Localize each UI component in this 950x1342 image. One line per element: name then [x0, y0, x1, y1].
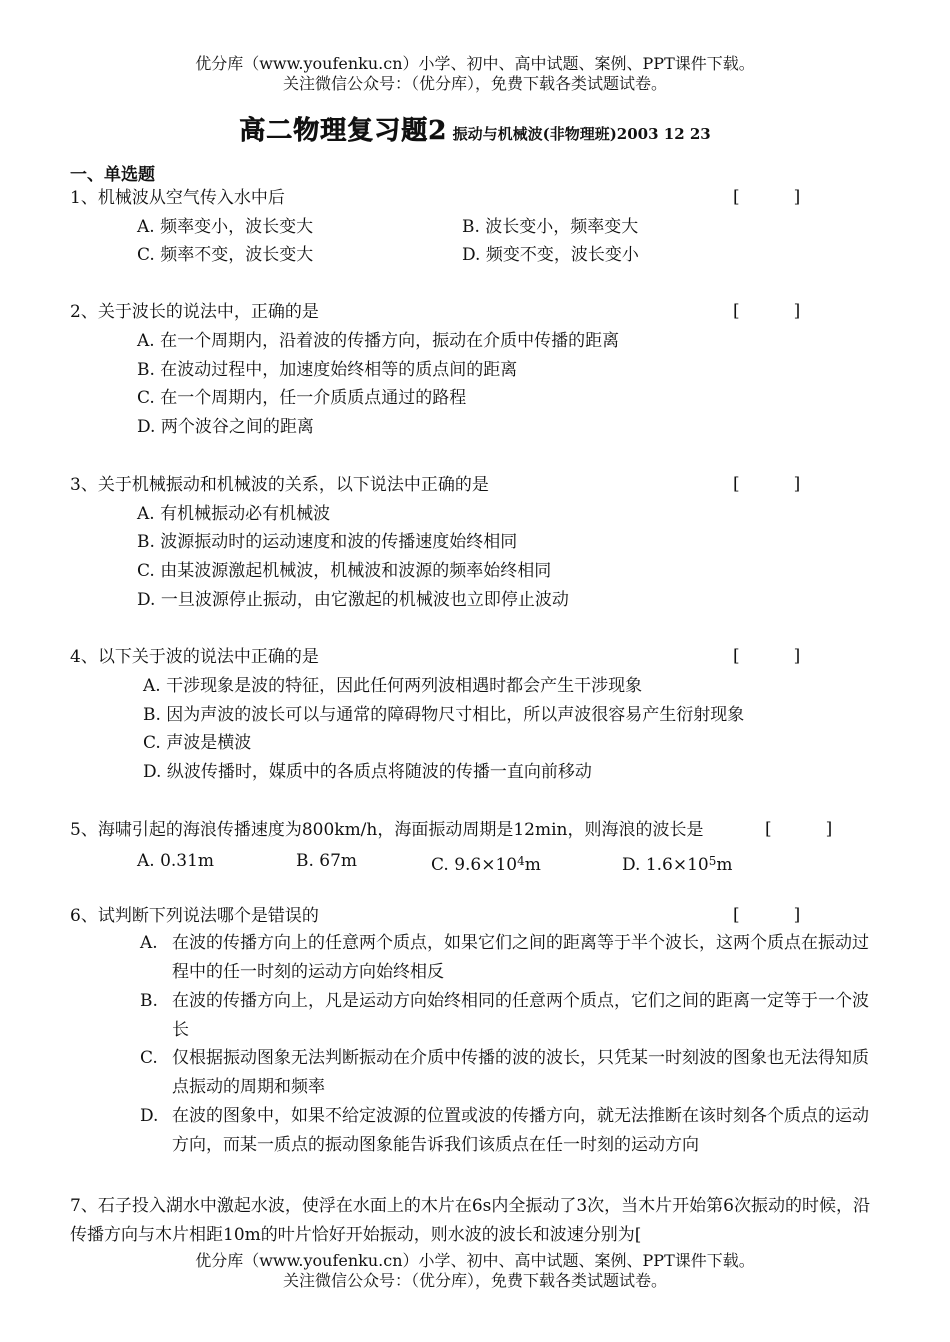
option-text: 在波的传播方向上，凡是运动方向始终相同的任意两个质点，它们之间的距离一定等于一个波长 [172, 991, 869, 1040]
question-4-option-c: C. 声波是横波 [143, 733, 252, 753]
question-2-option-d: D. 两个波谷之间的距离 [137, 417, 314, 437]
option-d-exponent: 5 [708, 854, 717, 868]
question-1-option-b: B. 波长变小，频率变大 [462, 217, 639, 237]
question-6-option-c [140, 1044, 885, 1102]
option-text: 在波的传播方向上的任意两个质点，如果它们之间的距离等于半个波长，这两个质点在振动过程中的任一时刻的运动方向始终相反 [172, 933, 869, 982]
question-2-option-b: B. 在波动过程中，加速度始终相等的质点间的距离 [137, 360, 518, 380]
question-3-option-d: D. 一旦波源停止振动，由它激起的机械波也立即停止波动 [137, 590, 569, 610]
question-7-stem: 7、石子投入湖水中激起水波，使浮在水面上的木片在6s内全振动了3次，当木片开始第6次振动的时候，沿传播方向与木片相距10m的叶片恰好开始振动，则水波的波长和波速分别为[ [70, 1196, 870, 1245]
question-2-stem: 2、关于波长的说法中，正确的是 [70, 302, 319, 322]
question-6-option-d [140, 1102, 885, 1160]
question-2-option-a: A. 在一个周期内，沿着波的传播方向，振动在介质中传播的距离 [137, 331, 620, 351]
option-label: D. [140, 1106, 159, 1126]
answer-bracket: [ ] [733, 905, 801, 925]
question-4-option-b: B. 因为声波的波长可以与通常的障碍物尺寸相比，所以声波很容易产生衍射现象 [143, 705, 745, 725]
footer-ad-line-2: 关注微信公众号：（优分库），免费下载各类试题试卷。 [282, 1271, 667, 1290]
footer-ad-line-1: 优分库（www.youfenku.cn）小学、初中、高中试题、案例、PPT课件下载。 [195, 1251, 755, 1270]
header-ad-line-1: 优分库（www.youfenku.cn）小学、初中、高中试题、案例、PPT课件下载。 [195, 54, 755, 73]
answer-bracket: [ ] [733, 187, 801, 207]
answer-bracket: [ ] [733, 474, 801, 494]
question-5-option-c [431, 851, 541, 875]
question-3-option-a: A. 有机械振动必有机械波 [137, 504, 331, 524]
question-3-stem: 3、关于机械振动和机械波的关系，以下说法中正确的是 [70, 475, 489, 495]
option-c-value: C. 9.6×10 [431, 855, 518, 875]
question-4-option-d: D. 纵波传播时，媒质中的各质点将随波的传播一直向前移动 [143, 762, 592, 782]
option-c-exponent: 4 [517, 854, 525, 868]
option-label: C. [140, 1048, 158, 1068]
question-5-option-a: A. 0.31m [137, 851, 215, 871]
title-number: 2 [428, 116, 448, 146]
question-2-option-c: C. 在一个周期内，任一介质质点通过的路程 [137, 388, 467, 408]
title-main: 高二物理复习题 [239, 116, 429, 146]
question-1-option-c: C. 频率不变，波长变大 [137, 245, 314, 265]
section-heading: 一、单选题 [70, 165, 155, 185]
option-text: 仅根据振动图象无法判断振动在介质中传播的波的波长，只凭某一时刻波的图象也无法得知质点振动的周期和频率 [172, 1048, 869, 1097]
question-5-stem: 5、海啸引起的海浪传播速度为800km/h，海面振动周期是12min，则海浪的波长是 [70, 820, 704, 840]
answer-bracket: [ ] [765, 819, 833, 839]
question-3-option-b: B. 波源振动时的运动速度和波的传播速度始终相同 [137, 532, 518, 552]
header-ad-line-2: 关注微信公众号：（优分库），免费下载各类试题试卷。 [282, 74, 667, 93]
option-d-value: D. 1.6×10 [622, 855, 709, 875]
question-6-option-a [140, 929, 885, 987]
option-text: 在波的图象中，如果不给定波源的位置或波的传播方向，就无法推断在该时刻各个质点的运动方向，而某一质点的振动图象能告诉我们该质点在任一时刻的运动方向 [172, 1106, 869, 1155]
question-1-stem: 1、机械波从空气传入水中后 [70, 188, 285, 208]
question-1-option-d: D. 频变不变，波长变小 [462, 245, 639, 265]
question-1-option-a: A. 频率变小，波长变大 [137, 217, 314, 237]
question-5-option-d [622, 851, 733, 875]
question-6-option-b [140, 987, 885, 1045]
question-4-option-a: A. 干涉现象是波的特征，因此任何两列波相遇时都会产生干涉现象 [143, 676, 643, 696]
option-label: A. [140, 933, 158, 953]
question-6-stem: 6、试判断下列说法哪个是错误的 [70, 906, 319, 926]
option-c-unit: m [524, 855, 541, 875]
answer-bracket: [ ] [733, 646, 801, 666]
title-subtitle: 振动与机械波(非物理班)2003 12 23 [447, 125, 711, 143]
page-title [0, 110, 950, 147]
answer-bracket: [ ] [733, 301, 801, 321]
option-label: B. [140, 991, 158, 1011]
question-4-stem: 4、以下关于波的说法中正确的是 [70, 647, 319, 667]
question-3-option-c: C. 由某波源激起机械波，机械波和波源的频率始终相同 [137, 561, 552, 581]
question-5-option-b: B. 67m [296, 851, 358, 871]
option-d-unit: m [716, 855, 733, 875]
